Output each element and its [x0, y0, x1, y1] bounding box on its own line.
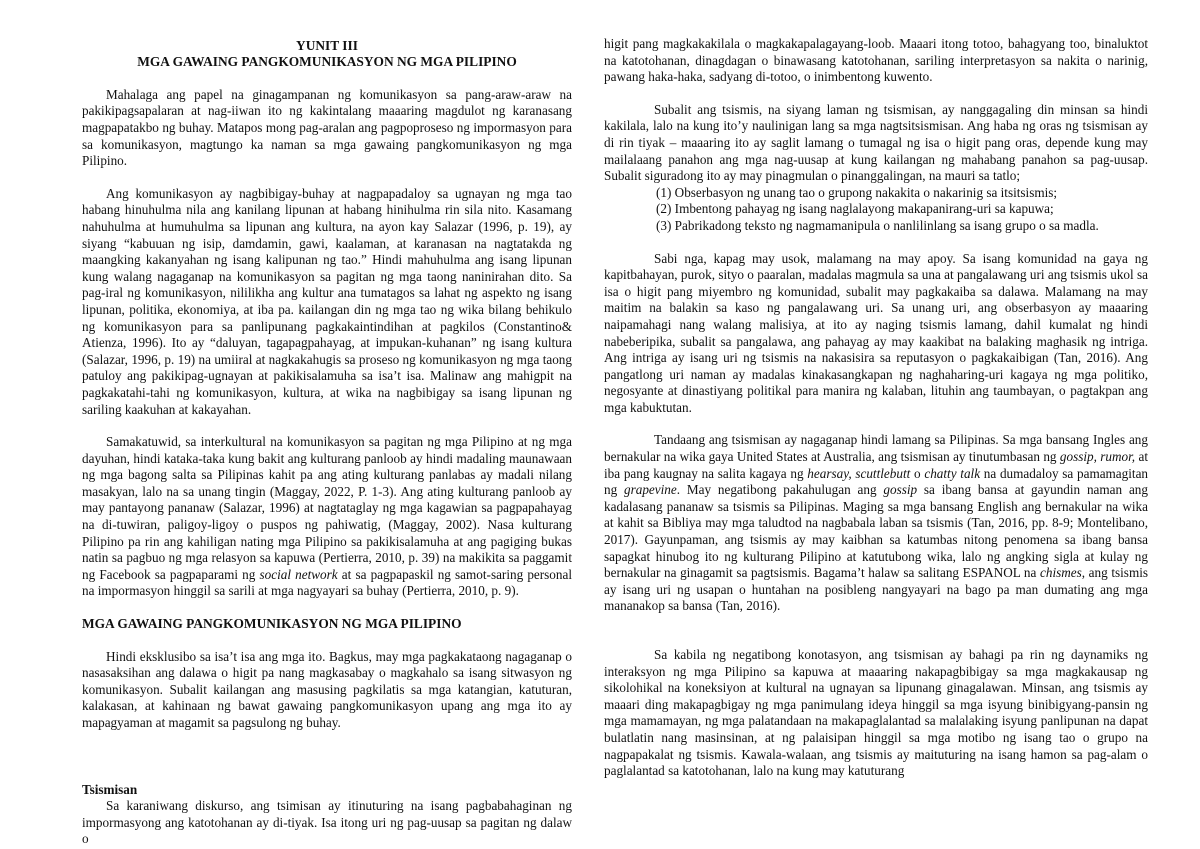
unit-title: YUNIT III: [296, 38, 358, 53]
text-run: sa ibang bansa at gayundin naman ang kadalasang pananaw sa tsismis sa Pilipinas. Maging sa mga bansang English ang bernakular na wika at kahit sa Bibliya may mga taludtod na nagbabala laban sa tsismis (Tan, 2016, pp. 8-9; Montelibano, 2017). Gayunpaman, ang tsismis ay may kaibhan sa katumbas nitong penomena sa ibang bansa sapagkat hinubog ito ng kulturang Pilipino at katutubong wika, lalo ng angking sigla at kulay ng bernakular na ginagamit sa pagtsismis. Bagama’t halaw sa salitang ESPANOL na: [604, 482, 1148, 581]
text-run: , ang tsismis ay isang uri ng usapan o huntahan na posibleng nangyayari na bago pa man dumating ang mga mananakop sa bansa (Tan, 2016).: [604, 565, 1148, 614]
text-run: Samakatuwid, sa interkultural na komunikasyon sa pagitan ng mga Pilipino at ng mga dayuhan, hindi kataka-taka kung bakit ang kulturang panloob ay hindi madaling maunawaan ng mga bagong salta sa Pilipinas kahit pa ang ating kulturang panlabas ay madali nilang masakyan, lalo na sa unang tingin (Maggay, 2022, P. 1-3). Ang ating kulturang panloob ay may pantayong pananaw (Salazar, 1996) at nagtataglay ng mga kagawian sa pagpapahayag na di-tuwiran, paligoy-ligoy o puspos ng pahiwatig, (Maggay, 2002). Nasa kulturang Pilipino pa rin ang kahiligan nating mga Pilipino sa pakikisalamuha at ang pagiging bukas natin sa pagbuo ng mga relasyon sa kapuwa (Pertierra, 2010, p. 39) na makikita sa paggamit ng Facebook sa pagpaparami ng: [82, 434, 572, 582]
unit-subtitle: MGA GAWAING PANGKOMUNIKASYON NG MGA PILIPINO: [137, 54, 517, 70]
text-run: at sa pagpapaskil ng samot-saring personal na impormasyon hinggil sa sarili at mga nagyayari sa buhay (Pertierra, 2010, p. 9).: [82, 566, 572, 599]
paragraph-usok: Sabi nga, kapag may usok, malamang na may apoy. Sa isang komunidad na gaya ng kapitbahayan, purok, sityo o paaralan, madalas magmula sa una at pangalawang uri ang tsismis ukol sa isa o higit pang miyembro ng komunidad, subalit may pagkakaiba sa dalawa. Malamang na may maitim na balakin sa kaso ng pangalawang uri. Sa unang uri, ang obserbasyon ay maaaring naipamahagi nang walang malisiya, at ito ay naging tsismis lamang, dahil kumalat ng hindi nabeberipika, subalit sa pangalawa, ang pahayag ay may kaakibat na balaking maghasik ng intriga. Ang intriga ay isang uri ng tsismis na nakasisira sa reputasyon o pagkakaibigan (Tan, 2016). Ang pangatlong uri naman ay madalas kinakasangkapan ng naghaharing-uri kagaya ng mga politiko, negosyante at dinastiyang politikal para manira ng kalaban, lituhin ang taumbayan, o pagtakpan ang mga kabuktutan.: [604, 250, 1148, 415]
text-run: o: [914, 465, 921, 481]
italic-term: gossip: [883, 482, 918, 498]
italic-term: chatty talk: [924, 465, 981, 481]
text-run: . May negatibong pakahulugan ang: [676, 482, 877, 498]
list-item: (2) Imbentong pahayag ng isang naglalayong makapanirang-uri sa kapuwa;: [656, 201, 1054, 217]
paragraph-tsismisan: Sa karaniwang diskurso, ang tsimisan ay itinuturing na isang pagbabahaginan ng impormasyong ang katotohanan ay di-tiyak. Isa itong uri ng pag-uusap sa pagitan ng dalaw o: [82, 798, 572, 847]
italic-term: social network: [259, 566, 338, 582]
left-column: [82, 38, 572, 848]
subsection-heading: Tsismisan: [82, 781, 138, 797]
text-run: Tandaang ang tsismisan ay nagaganap hindi lamang sa Pilipinas. Sa mga bansang Ingles ang bernakular na wika gaya United States at Australia, ang tsismisan ay tinutumbasan ng: [604, 432, 1148, 465]
text-run: at iba pang kaugnay na salita kagaya ng: [604, 449, 1149, 481]
right-column: [604, 36, 1148, 780]
section-heading: MGA GAWAING PANGKOMUNIKASYON NG MGA PILIPINO: [82, 616, 462, 632]
paragraph-pinagmulan: Subalit ang tsismis, na siyang laman ng tsismisan, ay nanggagaling din minsan sa hindi kakilala, lalo na kung ito’y naulinigan lang sa mga nagtsitsismisan. Ang haba ng oras ng tsismisan ay di rin tiyak – maaaring ito ay saglit lamang o tumagal ng isa o higit pang oras, depende kung may mailalaang panahon ang mga nag-uusap at kung kailangan ng mahabang panahon sa pag-uusap. Subalit siguradong ito ay may pinagmulan o pinanggalingan, na mauri sa tatlo;: [604, 101, 1148, 184]
text-run: na dumadaloy sa pamamagitan ng: [604, 465, 1149, 498]
paragraph-konotasyon: Sa kabila ng negatibong konotasyon, ang tsismisan ay bahagi pa rin ng daynamiks ng interaksyon ng mga Pilipino sa kapuwa at maaaring nakapagbibigay sa mga magkakausap ng sikolohikal na koneksiyon at kultural na ugnayan sa lipunang ginagalawan. Minsan, ang tsismis ay maaari ding makapagbigay ng mga panimulang ideya hinggil sa mga isyung binibigyang-pansin ng mga mamamayan, ng mga palatandaan na makapaglalantad sa malalaking isyung panlipunan na dapat bulatlatin nang masinsinan, at ng palaisipan hinggil sa mga motibo ng isang tao o grupo na nagpapakalat ng tsismis. Kawala-walaan, ang tsismis ay maituturing na isang hamon sa pag-alam o paglalantad sa katotohanan, lalo na kung may katuturang: [604, 647, 1148, 779]
italic-term: hearsay, scuttlebutt: [807, 465, 911, 481]
paragraph-tandaan: [604, 432, 1148, 615]
italic-term: gossip, rumor,: [1059, 449, 1136, 465]
paragraph-continuation: higit pang magkakakilala o magkakapalagayang-loob. Maaari itong totoo, bahagyang too, binaluktot na katotohanan, dinagdagan o binawasang katotohanan, sariling interpretasyon sa nakita o narinig, pawang haka-haka, sadyang di-totoo, o inimbentong kuwento.: [604, 36, 1148, 85]
list-item: (3) Pabrikadong teksto ng nagmamanipula o nanlilinlang sa isang grupo o sa madla.: [656, 217, 1099, 233]
source-list: [604, 185, 1148, 235]
paragraph-interkultural: [82, 434, 572, 600]
list-item: (1) Obserbasyon ng unang tao o grupong nakakita o nakarinig sa itsitsismis;: [656, 184, 1058, 200]
italic-term: grapevine: [624, 482, 677, 498]
paragraph-komunikasyon: Ang komunikasyon ay nagbibigay-buhay at nagpapadaloy sa ugnayan ng mga tao habang hinuhulma nila ang kanilang lipunan at habang hinihulma rin sila nito. Kasamang nahuhulma at humuhulma sa lipunan ang kultura, na ayon kay Salazar (1996, p. 19), ay siyang “kabuuan ng isip, damdamin, gawi, kaalaman, at karanasan na nagtatakda ng maangking kakanyahan ng isang kalipunan ng tao.” Hindi mahuhulma ang isang lipunan kung walang nagaganap na komunikasyon sa pagitan ng mga taong naninirahan dito. Sa pag-iral ng komunikasyon, nililikha ang kultur ana tumatagos sa lahat ng aspekto ng isang lipunan, politika, ekonomiya, at iba pa. kailangan din ng mga tao ng wika bilang behikulo ng komunikasyon para sa panlipunang pagkakaintindihan at pagkilos (Constantino& Atienza, 1996). Ito ay “daluyan, tagapagpahayag, at impukan-kuhanan” ng isang kultura (Salazar, 1996, p. 19) na umiiral at nagkakahugis sa proseso ng komunikasyon ng mga taong patuloy ang pakikipag-ugnayan at pakikisalamuha sa isa’t isa. Malinaw ang mahigpit na pagkakatahi-tahi ng komunikasyon, kultura, at wika na nagbibigay sa isang lipunan ng sariling kaakuhan at kakayahan.: [82, 185, 572, 417]
paragraph-gawain: Hindi eksklusibo sa isa’t isa ang mga ito. Bagkus, may mga pagkakataong nagaganap o nasasaksihan ang dalawa o higit pa nang magkasabay o magkahalo sa isang sitwasyon ng komunikasyon. Subalit kailangan ang masusing pagkilatis sa mga katangian, katuturan, kalakasan, at kahinaan ng bawat gawaing pangkomunikasyon upang ang mga ito ay mapagyaman at magamit sa pagsulong ng buhay.: [82, 648, 572, 730]
italic-term: chismes: [1040, 565, 1082, 581]
paragraph-intro: Mahalaga ang papel na ginagampanan ng komunikasyon sa pang-araw-araw na pakikipagsapalaran at nag-iiwan ito ng kakintalang maaaring magdulot ng karanasang magpapatakbo ng buhay. Matapos mong pag-aralan ang pagpoproseso ng impormasyon para sa komunikasyon, magtungo ka naman sa mga gawaing pangkomunikasyon ng mga Pilipino.: [82, 86, 572, 169]
